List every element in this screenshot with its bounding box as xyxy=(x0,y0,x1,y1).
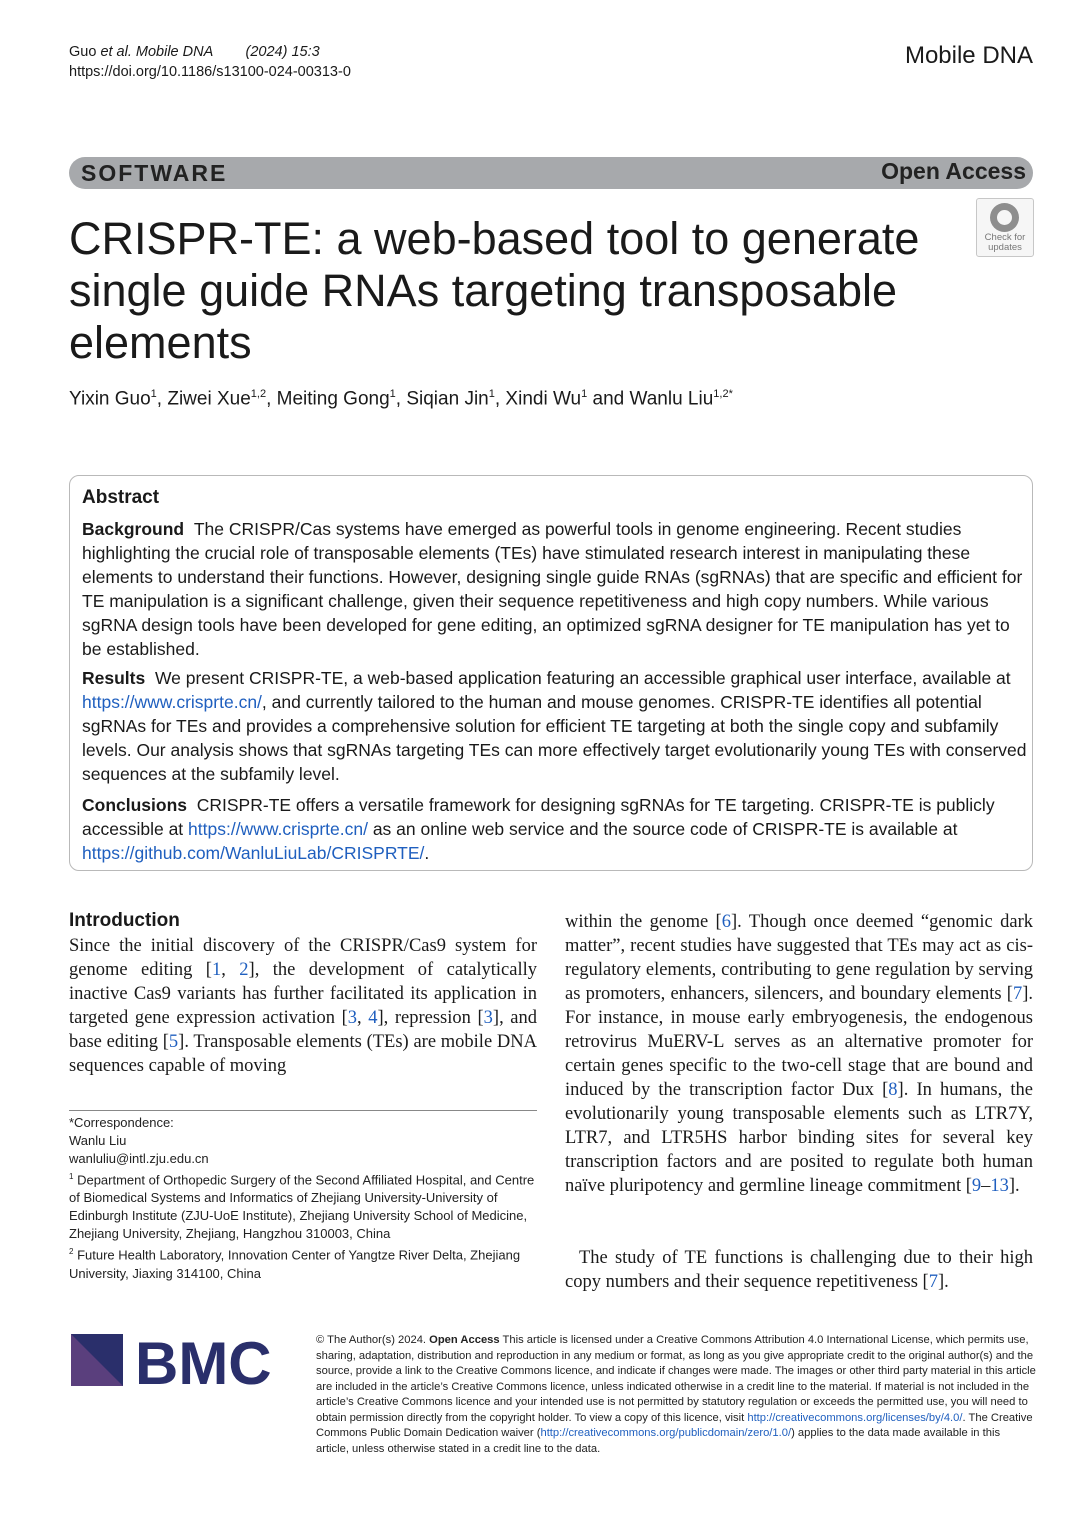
intro-right-paragraph-1: within the genome [6]. Though once deemed “genomic dark matter”, recent studies have suggested that TEs may act as cis-regulatory elements, contributing to gene regulation by serving as promoters, enhancers, silencers, and boundary elements [7]. For instance, in mouse early embryogenesis, the endogenous retrovirus MuERV-L serves as an alternative promoter for certain genes specific to the two-cell stage that are bound and induced by the transcription factor Dux [8]. In humans, the evolutionarily young transposable elements such as LTR7Y, LTR7, and LTR5HS harbor binding sites for several key transcription factors and are posited to regulate both human naïve pluripotency and germline lineage commitment [9–13]. xyxy=(565,912,1034,1196)
check-for-updates-badge[interactable] xyxy=(976,198,1034,257)
author-name: Meiting Gong xyxy=(276,388,390,410)
author-separator: , xyxy=(266,388,277,410)
article-type: SOFTWARE xyxy=(81,160,228,186)
aff1-number: 1 xyxy=(69,1172,74,1181)
correspondence-email[interactable]: wanluliu@intl.zju.edu.cn xyxy=(69,1151,209,1166)
author-list xyxy=(69,388,733,410)
citation-link[interactable]: 5 xyxy=(168,1032,179,1052)
author-affiliation: 1 xyxy=(488,388,495,400)
conclusions-label: Conclusions xyxy=(82,795,188,815)
license-text xyxy=(316,1333,1036,1457)
license-body: This article is licensed under a Creative Commons Attribution 4.0 International License, which permits use, sharing, adaptation, distribution and reproduction in any medium or format, as long as you give appropriate credit to the original author(s) and the source, provide a link to the Creative Commons licence, and indicate if changes were made. The images or other third party material in this article are included in the article’s Creative Commons licence, unless indicated otherwise in a credit line to the material. If material is not included in the article’s Creative Commons licence and your intended use is not permitted by statutory regulation or exceeds the permitted use, you will need to obtain permission directly from the copyright holder. To view a copy of this licence, visit xyxy=(316,1334,1036,1424)
citation-link[interactable]: 3 xyxy=(347,1008,358,1028)
citation-link[interactable]: 6 xyxy=(721,912,731,932)
refresh-icon xyxy=(990,203,1019,232)
crisprte-link[interactable]: https://www.crisprte.cn/ xyxy=(82,692,262,712)
conclusions-text-3: . xyxy=(424,843,430,863)
citation-link[interactable]: 3 xyxy=(483,1008,493,1028)
author-name: Ziwei Xue xyxy=(167,388,251,410)
abstract-results xyxy=(82,666,1027,786)
check-label-1: Check for xyxy=(984,232,1026,243)
running-header xyxy=(69,42,351,82)
license-body-3: ) applies to the data made available in this article, unless otherwise stated in a credit line to the data. xyxy=(316,1427,1001,1455)
citation-link[interactable]: 8 xyxy=(888,1080,898,1100)
author-name: Xindi Wu xyxy=(505,388,582,410)
intro-left-paragraph: Since the initial discovery of the CRISPR/Cas9 system for genome editing [1, 2], the development of catalytically inactive Cas9 variants has further facilitated its application in targeted gene expression activation [3, 4], repression [3], and base editing [5]. Transposable elements (TEs) are mobile DNA sequences capable of moving xyxy=(69,936,538,1076)
citation-authors: Guo xyxy=(69,44,101,60)
affiliation-2 xyxy=(69,1243,539,1282)
results-text: We present CRISPR-TE, a web-based application featuring an accessible graphical user interface, available at xyxy=(154,668,1011,688)
author-separator: , xyxy=(156,388,168,410)
bmc-logo-text: BMC xyxy=(135,1332,272,1390)
abstract-conclusions xyxy=(82,793,1027,865)
abstract-heading: Abstract xyxy=(82,487,160,508)
citation-line xyxy=(69,42,351,62)
author-name: Wanlu Liu xyxy=(629,388,714,410)
author-affiliation: 1,2 xyxy=(250,388,267,400)
open-access-label: Open Access xyxy=(881,158,1026,184)
aff2-text: Future Health Laboratory, Innovation Center of Yangtze River Delta, Zhejiang University, Jiaxing 314100, China xyxy=(69,1247,521,1281)
correspondence-name: Wanlu Liu xyxy=(69,1133,127,1148)
background-label: Background xyxy=(82,519,185,539)
footnote-divider xyxy=(69,1110,537,1111)
citation-journal: et al. Mobile DNA xyxy=(100,44,214,60)
citation-link[interactable]: 4 xyxy=(368,1008,378,1028)
article-title: CRISPR-TE: a web-based tool to generate single guide RNAs targeting transposable elements xyxy=(69,213,920,368)
cc0-link[interactable]: http://creativecommons.org/publicdomain/zero/1.0/ xyxy=(540,1427,792,1439)
cc-by-link[interactable]: http://creativecommons.org/licenses/by/4.0/ xyxy=(747,1411,963,1424)
citation-link[interactable]: 9 xyxy=(971,1176,982,1196)
bmc-logo xyxy=(69,1332,289,1390)
intro-right-paragraph-2: The study of TE functions is challenging due to their high copy numbers and their sequence repetitiveness [7]. xyxy=(565,1248,1033,1292)
citation-year-volume: (2024) 15:3 xyxy=(245,44,320,60)
license-open-access: Open Access xyxy=(429,1334,500,1346)
background-text: The CRISPR/Cas systems have emerged as powerful tools in genome engineering. Recent studies highlighting the crucial role of transposable elements (TEs) have stimulated research interest in manipulating these elements to understand their functions. However, designing single guide RNAs (sgRNAs) that are specific and efficient for TE manipulation is a significant challenge, given their sequence repetitiveness and high copy numbers. While various sgRNA design tools have been developed for gene editing, an optimized sgRNA designer for TE manipulation has yet to be established. xyxy=(82,519,1023,659)
doi-link[interactable]: https://doi.org/10.1186/s13100-024-00313-0 xyxy=(69,64,351,80)
correspondence-label: *Correspondence: xyxy=(69,1115,174,1130)
footnotes xyxy=(69,1114,539,1283)
author-affiliation: 1 xyxy=(581,388,588,400)
citation-link[interactable]: 2 xyxy=(239,960,249,980)
citation-link[interactable]: 7 xyxy=(928,1272,938,1292)
check-label-2: updates xyxy=(988,242,1022,253)
citation-link[interactable]: 7 xyxy=(1012,984,1023,1004)
crisprte-link-2[interactable]: https://www.crisprte.cn/ xyxy=(188,819,368,839)
license-body-2: . The Creative Commons Public Domain Dedication waiver ( xyxy=(316,1411,1033,1439)
author-affiliation: 1 xyxy=(389,388,396,400)
author-separator: , xyxy=(395,388,407,410)
citation-link[interactable]: 13 xyxy=(990,1176,1009,1196)
results-text-2: , and currently tailored to the human and mouse genomes. CRISPR-TE identifies all potential sgRNAs for TEs and provides a comprehensive solution for efficient TE targeting at both the single copy and subfamily levels. Our analysis shows that sgRNAs targeting TEs can more effectively target evolutionarily young TEs with conserved sequences at the subfamily level. xyxy=(82,692,1027,784)
results-label: Results xyxy=(82,668,146,688)
conclusions-text-2: as an online web service and the source code of CRISPR-TE is available at xyxy=(367,819,958,839)
author-affiliation: 1 xyxy=(150,388,157,400)
citation-link[interactable]: 1 xyxy=(211,960,222,980)
aff1-text: Department of Orthopedic Surgery of the Second Affiliated Hospital, and Centre of Biomedical Systems and Informatics of Zhejiang University-University of Edinburgh Institute (ZJU-UoE Institute), Zhejiang University School of Medicine, Zhejiang University, Zhejiang, Hangzhou 310003, China xyxy=(69,1172,535,1242)
abstract-background xyxy=(82,517,1027,661)
author-name: Yixin Guo xyxy=(69,388,151,410)
conclusions-text: CRISPR-TE offers a versatile framework for designing sgRNAs for TE targeting. CRISPR-TE is publicly accessible at xyxy=(82,795,995,839)
aff2-number: 2 xyxy=(69,1247,74,1257)
author-separator: , xyxy=(494,388,506,410)
introduction-heading: Introduction xyxy=(69,910,180,931)
author-separator: and xyxy=(587,388,630,410)
journal-name: Mobile DNA xyxy=(904,42,1033,69)
affiliation-1 xyxy=(69,1168,539,1243)
copyright: © The Author(s) 2024. xyxy=(316,1334,430,1346)
author-name: Siqian Jin xyxy=(406,388,489,410)
author-affiliation: 1,2* xyxy=(713,388,733,400)
github-link[interactable]: https://github.com/WanluLiuLab/CRISPRTE/ xyxy=(82,843,425,863)
